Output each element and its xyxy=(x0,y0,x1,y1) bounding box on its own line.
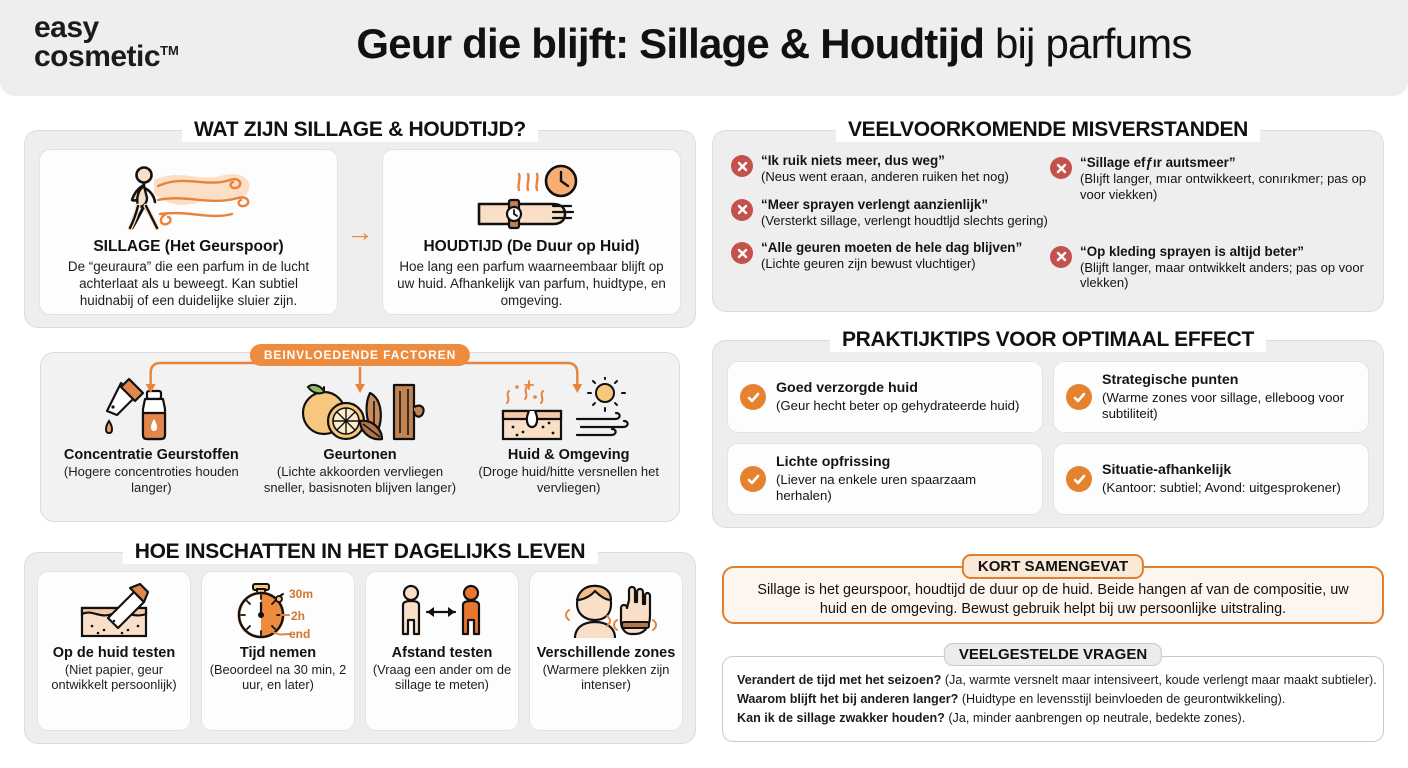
misconception-item xyxy=(731,153,1050,185)
misconception-body: (Neus went eraan, anderen ruiken het nog) xyxy=(761,169,1009,185)
faq-row xyxy=(737,690,1371,709)
faq-row xyxy=(737,709,1371,728)
x-circle-icon xyxy=(731,155,753,177)
brand-line-1: easy xyxy=(34,11,99,44)
faq-answer: (Ja, warmte versnelt maar intensiveert, koude verlengt maar maakt subtieler). xyxy=(941,673,1377,687)
assess-body: (Vraag een ander om de sillage te meten) xyxy=(372,662,512,693)
misconception-item xyxy=(731,197,1050,229)
skin-sun-wind-icon xyxy=(499,375,639,443)
factors-pill-label: BEINVLOEDENDE FACTOREN xyxy=(250,344,470,366)
wrist-watch-clock-icon xyxy=(457,162,607,234)
misconception-item xyxy=(1050,155,1369,202)
citrus-wood-notes-icon xyxy=(290,375,430,443)
brand-trademark: TM xyxy=(160,42,179,58)
tip-card xyxy=(727,443,1043,515)
factor-body: (Hogere concentroties houden langer) xyxy=(63,464,239,496)
stopwatch-label-30m: 30m xyxy=(289,587,314,601)
definition-card-houdtijd xyxy=(382,149,681,315)
assess-body: (Beoordeel na 30 min, 2 uur, en later) xyxy=(209,662,347,693)
assess-heading: Tijd nemen xyxy=(239,645,317,661)
misconception-title: “Meer sprayen verlengt aanzienlijk” xyxy=(761,196,988,212)
faq-question: Verandert de tijd met het seizoen? xyxy=(737,673,942,687)
check-circle-icon xyxy=(1066,466,1092,492)
summary-pill-label: KORT SAMENGEVAT xyxy=(962,554,1144,579)
faq-question: Waarom blijft het bij anderen langer? xyxy=(737,692,959,707)
faq-question: Kan ik de sillage zwakker houden? xyxy=(737,711,945,726)
misconceptions-column-left xyxy=(731,153,1050,303)
page-title-bold: Geur die blijft: Sillage & Houdtijd xyxy=(356,20,985,67)
assess-body: (Warmere plekken zijn intenser) xyxy=(542,662,670,693)
factor-heading: Concentratie Geurstoffen xyxy=(63,447,239,463)
tip-card xyxy=(1053,443,1369,515)
misconception-title: “Ik ruik niets meer, dus weg” xyxy=(761,153,945,168)
tip-title: Situatie-afhankelijk xyxy=(1102,462,1232,479)
brand-line-2: cosmetic xyxy=(34,39,161,73)
tips-section-title: PRAKTIJKTIPS VOOR OPTIMAAL EFFECT xyxy=(830,328,1266,352)
stopwatch-label-2h: 2h xyxy=(291,609,306,623)
assess-section-title: HOE INSCHATTEN IN HET DAGELIJKS LEVEN xyxy=(123,540,598,564)
skin-test-strip-icon xyxy=(64,580,164,642)
definition-card-sillage xyxy=(39,149,338,315)
check-circle-icon xyxy=(1066,384,1092,410)
stopwatch-label-end: end xyxy=(289,627,311,640)
assess-card-take-time xyxy=(201,571,355,731)
summary-panel xyxy=(722,558,1384,624)
misconception-title: “Op kleding sprayen is altijd beter” xyxy=(1080,243,1304,259)
definition-body: Hoe lang een parfum waarneembaar blijft op uw huid. Afhankelijk van parfum, huidtype, en omgeving. xyxy=(397,259,666,308)
faq-answer: (Ja, minder aanbrengen op neutrale, bedekte zones). xyxy=(944,711,1246,726)
definition-heading: SILLAGE (Het Geurspoor) xyxy=(93,238,284,255)
assess-body: (Niet papier, geur ontwikkelt persoonlijk) xyxy=(51,662,177,693)
x-circle-icon xyxy=(731,242,753,264)
check-circle-icon xyxy=(740,384,766,410)
misconception-body: (Blıjft langer, mıar ontwikkeert, conırıkmer; pas op voor viekken) xyxy=(1080,171,1367,202)
factor-item-notes xyxy=(256,375,465,513)
factor-item-concentration xyxy=(47,375,256,513)
tip-title: Strategische punten xyxy=(1102,372,1239,389)
tip-card xyxy=(1053,361,1369,433)
faq-answer: (Huidtype en levensstijl beinvloeden de geurontwikkeling). xyxy=(958,692,1286,707)
misconception-item xyxy=(731,240,1050,272)
assess-card-zones xyxy=(529,571,683,731)
tip-body: (Kantoor: subtiel; Avond: uitgesprokener) xyxy=(1102,479,1341,495)
body-pulse-zones-icon xyxy=(549,580,664,642)
definition-body: De “geuraura” die een parfum in de lucht achterlaat als u beweegt. Kan subtiel huidnabij of een duidelijke sluier zijn. xyxy=(67,259,310,308)
misconceptions-panel xyxy=(712,118,1384,312)
factor-heading: Huid & Omgeving xyxy=(507,447,630,463)
misconception-body: (Blijft langer, maar ontwikkelt anders; pas op voor vlekken) xyxy=(1080,259,1364,291)
tips-panel xyxy=(712,328,1384,528)
page-header xyxy=(0,0,1408,96)
two-people-distance-icon xyxy=(387,580,497,642)
misconception-item xyxy=(1050,244,1369,291)
assess-heading: Afstand testen xyxy=(391,645,493,661)
assess-heading: Op de huid testen xyxy=(52,645,176,661)
faq-row xyxy=(737,671,1377,690)
check-circle-icon xyxy=(740,466,766,492)
misconception-body: (Versterkt sillage, verlengt houdtljd slechts gering) xyxy=(761,212,1048,228)
faq-pill-label: VEELGESTELDE VRAGEN xyxy=(944,643,1162,666)
factor-heading: Geurtonen xyxy=(323,447,397,463)
tip-body: (Geur hecht beter op gehydrateerde huid) xyxy=(776,397,1020,413)
tip-card xyxy=(727,361,1043,433)
stopwatch-icon xyxy=(223,580,333,642)
factor-item-skin-environment xyxy=(464,375,673,513)
walking-person-scent-trail-icon xyxy=(114,162,264,234)
misconception-title: “Alle geuren moeten de hele dag blijven” xyxy=(761,240,1023,256)
summary-line-1: Sillage is het geurspoor, houdtijd de duur op de huid. Beide hangen af van de compositie, xyxy=(757,582,1327,598)
factor-body: (Lichte akkoorden vervliegen sneller, basisnoten blijven langer) xyxy=(263,464,457,496)
x-circle-icon xyxy=(731,199,753,221)
summary-line-2: uw huid en de omgeving. Bewust gebruik helpt bij uw persoonlijke uitstraling. xyxy=(819,582,1349,618)
misconception-body: (Lichte geuren zijn bewust vluchtiger) xyxy=(761,256,976,272)
tip-title: Lichte opfrissing xyxy=(776,454,891,471)
tip-body: (Warme zones voor sillage, elleboog voor subtiliteit) xyxy=(1102,389,1345,421)
assess-card-skin-test xyxy=(37,571,191,731)
flow-arrow-icon: → xyxy=(346,216,374,247)
dropper-bottle-icon xyxy=(91,375,211,443)
definitions-panel xyxy=(24,118,696,328)
tip-body: (Liever na enkele uren spaarzaam herhalen) xyxy=(776,471,977,503)
factors-panel xyxy=(40,348,680,522)
page-title xyxy=(0,20,1408,68)
x-circle-icon xyxy=(1050,246,1072,268)
x-circle-icon xyxy=(1050,157,1072,179)
definitions-section-title: WAT ZIJN SILLAGE & HOUDTIJD? xyxy=(182,118,538,142)
page-title-light: bij parfums xyxy=(984,20,1192,67)
factor-body: (Droge huid/hitte versnellen het vervliegen) xyxy=(478,464,660,496)
assess-heading: Verschillende zones xyxy=(536,645,676,661)
assess-card-distance xyxy=(365,571,519,731)
misconceptions-column-right xyxy=(1050,153,1369,303)
misconceptions-section-title: VEELVOORKOMENDE MISVERSTANDEN xyxy=(836,118,1260,142)
tip-title: Goed verzorgde huid xyxy=(776,380,918,397)
definition-heading: HOUDTIJD (De Duur op Huid) xyxy=(423,238,640,255)
assess-panel xyxy=(24,540,696,744)
misconception-title: “Sillage efƒır auıtsmeer” xyxy=(1080,155,1236,170)
faq-panel xyxy=(722,646,1384,742)
